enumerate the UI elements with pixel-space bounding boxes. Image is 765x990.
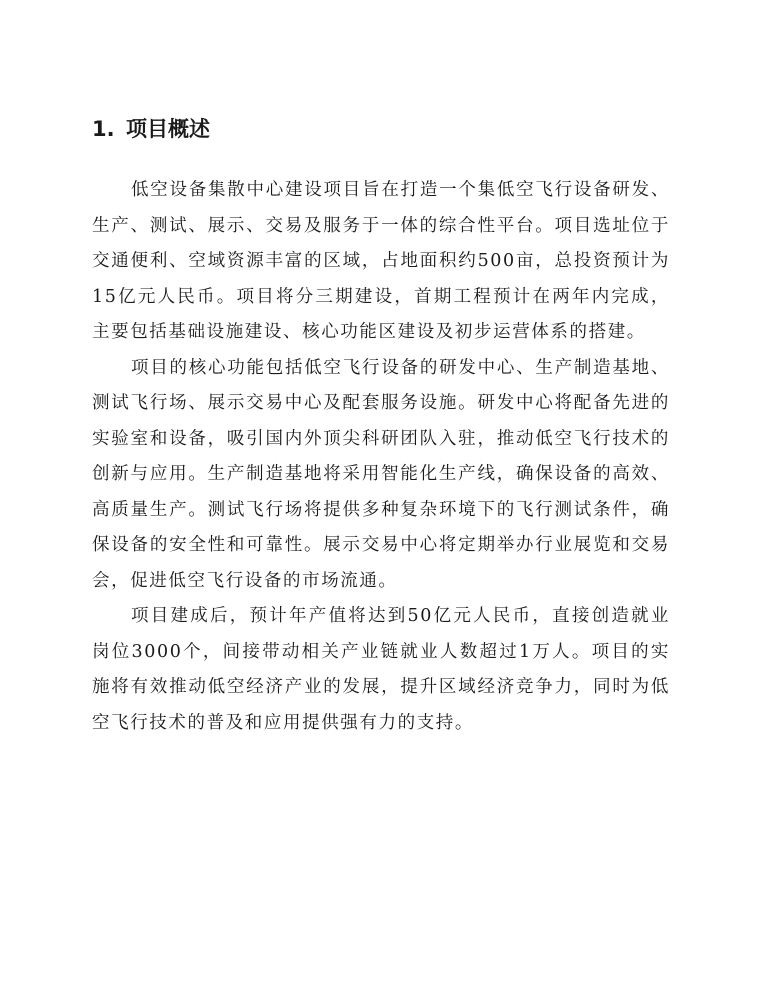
section-title: 项目概述: [126, 117, 210, 141]
paragraph-outcomes: 项目建成后，预计年产值将达到50亿元人民币，直接创造就业岗位3000个，间接带动相关产业链就业人数超过1万人。项目的实施将有效推动低空经济产业的发展，提升区域经济竞争力，同时为低空飞行技术的普及和应用提供强有力的支持。: [92, 606, 670, 733]
section-number: 1.: [92, 117, 115, 141]
paragraph-overview: 低空设备集散中心建设项目旨在打造一个集低空飞行设备研发、生产、测试、展示、交易及服务于一体的综合性平台。项目选址位于交通便利、空域资源丰富的区域，占地面积约500亩，总投资预计为15亿元人民币。项目将分三期建设，首期工程预计在两年内完成，主要包括基础设施建设、核心功能区建设及初步运营体系的搭建。: [92, 180, 670, 342]
section-body: [92, 173, 670, 741]
paragraph-core-functions: 项目的核心功能包括低空飞行设备的研发中心、生产制造基地、测试飞行场、展示交易中心及配套服务设施。研发中心将配备先进的实验室和设备，吸引国内外顶尖科研团队入驻，推动低空飞行技术的创新与应用。生产制造基地将采用智能化生产线，确保设备的高效、高质量生产。测试飞行场将提供多种复杂环境下的飞行测试条件，确保设备的安全性和可靠性。展示交易中心将定期举办行业展览和交易会，促进低空飞行设备的市场流通。: [92, 357, 670, 591]
section-heading: [92, 112, 672, 146]
